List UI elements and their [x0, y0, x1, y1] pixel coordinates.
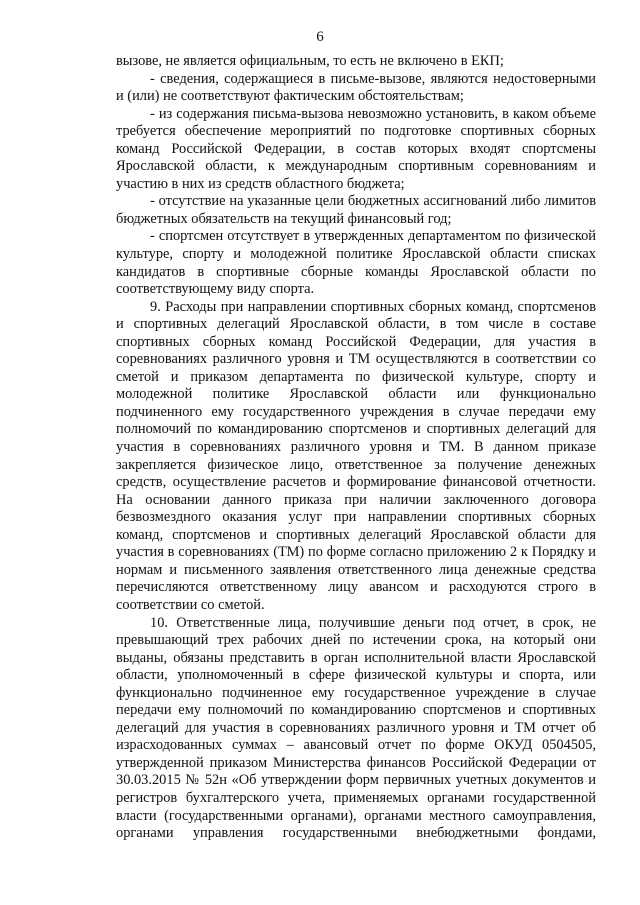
paragraph-clause-9: 9. Расходы при направлении спортивных сборных команд, спортсменов и спортивных делегаций Ярославской области, в том числе в составе спортивных сборных команд Российской Федерации, для участия в соревнованиях различного уровня и ТМ осуществляются в соответствии со сметой и приказом департамента по физической культуре, спорту и молодежной политике Ярославской области или функционально подчиненного ему государственного учреждения в случае передачи ему полномочий по командированию спортсменов и спортивных делегаций для участия в соревнованиях различного уровня и ТМ. В данном приказе закрепляется физическое лицо, ответственное за получение денежных средств, осуществление расчетов и формирование финансовой отчетности. На основании данного приказа при наличии заключенного договора безвозмездного оказания услуг при направлении спортивных сборных команд, спортсменов и спортивных делегаций Ярославской области для участия в соревнованиях (ТМ) по форме согласно приложению 2 к Порядку и нормам и письменного заявления ответственного лица денежные средства перечисляются ответственному лицу авансом и расходуются строго в соответствии со сметой.	[116, 298, 596, 613]
document-body	[116, 53, 596, 843]
paragraph-continuation: вызове, не является официальным, то есть не включено в ЕКП;	[116, 53, 504, 69]
page-number: 6	[316, 29, 324, 45]
list-item-no-budget: - отсутствие на указанные цели бюджетных ассигнований либо лимитов бюджетных обязательств на текущий финансовый год;	[116, 193, 596, 227]
list-item-invalid-info: - сведения, содержащиеся в письме-вызове, являются недостоверными и (или) не соответствуют фактическим обстоятельствам;	[116, 70, 596, 105]
paragraph-clause-10: 10. Ответственные лица, получившие деньги под отчет, в срок, не превышающий трех рабочих дней по истечении срока, на который они выданы, обязаны представить в орган исполнительной власти Ярославской области, уполномоченный в сфере физической культуры и спорта, или функционально подчиненное ему государственное учреждение в случае передачи ему полномочий по командированию спортсменов и спортивных делегаций для участия в соревнованиях различного уровня и ТМ отчет об израсходованных суммах – авансовый отчет по форме ОКУД 0504505, утвержденной приказом Министерства финансов Российской Федерации от 30.03.2015 № 52н «Об утверждении форм первичных учетных документов и регистров бухгалтерского учета, применяемых органами государственной власти (государственными органами), органами местного самоуправления, органами управления государственными внебюджетными фондами,	[116, 614, 596, 842]
list-item-athlete-not-listed: - спортсмен отсутствует в утвержденных департаментом по физической культуре, спорту и молодежной политике Ярославской области списках кандидатов в спортивные сборные команды Ярославской области по соответствующему виду спорта.	[116, 228, 596, 298]
list-item-scope-undetermined: - из содержания письма-вызова невозможно установить, в каком объеме требуется обеспечение мероприятий по подготовке спортивных сборных команд Российской Федерации, в состав которых входят спортсмены Ярославской области, к международным спортивным соревнованиям и участию в них из средств областного бюджета;	[116, 105, 596, 192]
